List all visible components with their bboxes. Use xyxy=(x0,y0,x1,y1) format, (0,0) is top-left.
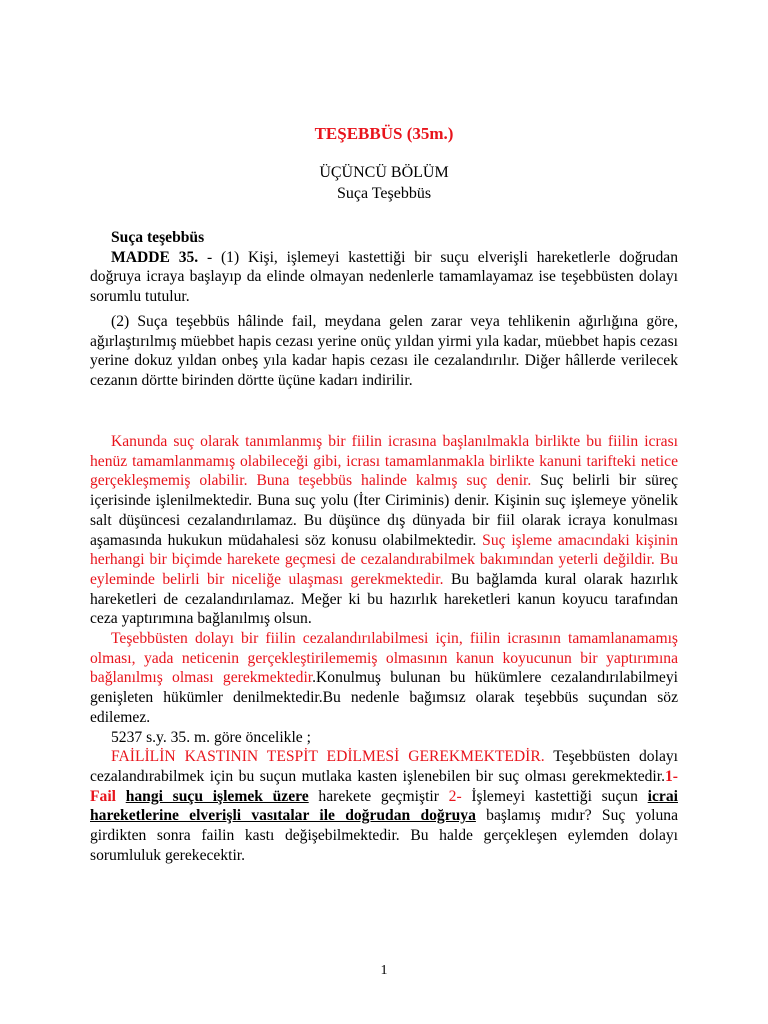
commentary-red-1: Kanunda suç olarak tanımlanmış bir fiilin icrasına başlanılmakla birlikte bu fiilin icrası henüz tamamlanmamış olabileceği gibi, icrası tamamlanmakla birlikte kanuni tarifteki netice gerçekleşmemiş olabilir. Buna teşebbüs halinde kalmış suç denir. xyxy=(90,433,678,490)
commentary-text-3: .Konulmuş bulunan bu hükümlere cezalandırılabilmeyi genişleten hükümler denilmektedir.Bu nedenle bağımsız olarak teşebbüs suçundan söz edilemez. xyxy=(90,669,678,726)
commentary-text-6: İşlemeyi kastettiği suçun xyxy=(461,787,648,805)
commentary-paragraph-3: 5237 s.y. 35. m. göre öncelikle ; xyxy=(111,728,311,746)
page-number: 1 xyxy=(380,963,388,978)
chapter-heading: ÜÇÜNCÜ BÖLÜM xyxy=(319,164,449,181)
article-para1-text: - (1) Kişi, işlemeyi kastettiği bir suçu elverişli hareketlerle doğrudan doğruya icraya başlayıp da elinde olmayan nedenlerle tamamlayamaz ise teşebbüsten dolayı sorumlu tutulur. xyxy=(90,248,678,306)
commentary-text-7: başlamış mıdır? Suç yoluna girdikten sonra failin kastı değişebilmektedir. Bu halde gerçekleşen eylemden dolayı sorumluluk gerekecektir. xyxy=(90,807,678,864)
commentary-paragraph-4 xyxy=(90,747,678,865)
commentary-section xyxy=(90,432,678,865)
document-title: TEŞEBBÜS (35m.) xyxy=(314,124,454,143)
commentary-text-1: Suç belirli bir süreç içerisinde işlenilmektedir. Buna suç yolu (İter Ciriminis) denir. Kişinin suç işlemeye yönelik salt düşüncesi cezalandırılamaz. Bu düşünce dış dünyada bir fiil olarak icraya konulması aşamasında hukukun müdahalesi söz konusu olabilmektedir. xyxy=(90,472,679,549)
chapter-subtitle: Suça Teşebbüs xyxy=(336,185,432,202)
commentary-paragraph-1 xyxy=(90,432,678,629)
article-paragraph-1 xyxy=(90,248,678,307)
commentary-text-4: Teşebbüsten dolayı cezalandırabilmek için bu suçun mutlaka kasten işlenebilen bir suç olması gerekmektedir. xyxy=(90,748,678,785)
commentary-red-3: Teşebbüsten dolayı bir fiilin cezalandırılabilmesi için, fiilin icrasının tamamlanamamış olması, yada neticenin gerçekleştirilememiş olmasının kanun koyucunun bir yaptırımına bağlanılmış olması gerekmektedir xyxy=(90,630,678,687)
commentary-paragraph-2 xyxy=(90,629,678,728)
commentary-text-2: Bu bağlamda kural olarak hazırlık hareketleri de cezalandırılamaz. Meğer ki bu hazırlık hareketleri kanun koyucu tarafından ceza yaptırımına bağlanılmış olsun. xyxy=(90,570,678,628)
article-number: MADDE 35. xyxy=(111,248,199,266)
commentary-underline-2: icrai hareketlerine elverişli vasıtalar ile doğrudan doğruya xyxy=(90,787,678,825)
commentary-text-5: harekete geçmiştir xyxy=(308,787,449,805)
commentary-underline-1: hangi suçu işlemek üzere xyxy=(125,787,309,805)
article-paragraph-2: (2) Suça teşebbüs hâlinde fail, meydana gelen zarar veya tehlikenin ağırlığına göre, ağırlaştırılmış müebbet hapis cezası yerine onüç yıldan yirmi yıla kadar, müebbet hapis cezası yerine dokuz yıldan onbeş yıla kadar hapis cezası ile cezalandırılır. Diğer hâllerde verilecek cezanın dörtte birinden dörtte üçüne kadarı indirilir. xyxy=(90,312,678,389)
commentary-num-1: 1-Fail xyxy=(90,767,678,805)
commentary-red-heading: FAİLİLİN KASTININ TESPİT EDİLMESİ GEREKMEKTEDİR. xyxy=(111,748,545,766)
article-label: Suça teşebbüs xyxy=(111,229,205,246)
article-section xyxy=(90,228,678,391)
commentary-red-2: Suç işleme amacındaki kişinin herhangi bir biçimde harekete geçmesi de cezalandırabilmek bakımından yeterli değildir. Bu eyleminde belirli bir niceliğe ulaşması gerekmektedir. xyxy=(90,531,678,588)
commentary-num-2: 2- xyxy=(448,787,462,805)
